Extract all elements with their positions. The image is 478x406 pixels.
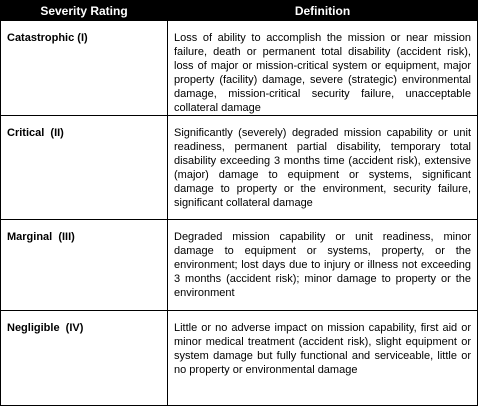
definition-cell xyxy=(168,21,478,116)
rating-cell xyxy=(1,220,168,311)
severity-definition-text: Significantly (severely) degraded mission capability or unit readiness, permanent partial disability, temporary total disability exceeding 3 months time (accident risk), extensive (major) damage to equipment or systems, significant damage to property or the environment, security failure, significant collateral damage xyxy=(174,127,471,209)
severity-rating-label: Critical (II) xyxy=(7,127,64,139)
severity-rating-label: Negligible (IV) xyxy=(7,322,84,334)
header-definition: Definition xyxy=(168,1,478,21)
severity-rating-label: Marginal (III) xyxy=(7,231,75,243)
definition-cell xyxy=(168,220,478,311)
rating-cell xyxy=(1,21,168,116)
severity-definition-text: Loss of ability to accomplish the mission or near mission failure, death or permanent total disability (accident risk), loss of major or mission-critical system or equipment, major property (facility) damage, severe (strategic) environmental damage, mission-critical security failure, unacceptable collateral damage xyxy=(174,32,471,114)
table-body xyxy=(1,21,478,406)
header-severity-rating: Severity Rating xyxy=(1,1,168,21)
severity-definition-text: Degraded mission capability or unit readiness, minor damage to equipment or systems, property, or the environment; lost days due to injury or illness not exceeding 3 months (accident risk); minor damage to property or the environment xyxy=(174,231,471,299)
rating-cell xyxy=(1,116,168,220)
table-row-critical xyxy=(1,116,478,220)
table-row-negligible xyxy=(1,311,478,406)
definition-cell xyxy=(168,116,478,220)
severity-rating-label: Catastrophic (I) xyxy=(7,32,88,44)
header-row xyxy=(1,1,478,21)
rating-cell xyxy=(1,311,168,406)
table-header xyxy=(1,1,478,21)
definition-cell xyxy=(168,311,478,406)
table-row-catastrophic xyxy=(1,21,478,116)
table-row-marginal xyxy=(1,220,478,311)
severity-definition-text: Little or no adverse impact on mission capability, first aid or minor medical treatment (accident risk), slight equipment or system damage but fully functional and serviceable, little or no property or environmental damage xyxy=(174,322,471,376)
